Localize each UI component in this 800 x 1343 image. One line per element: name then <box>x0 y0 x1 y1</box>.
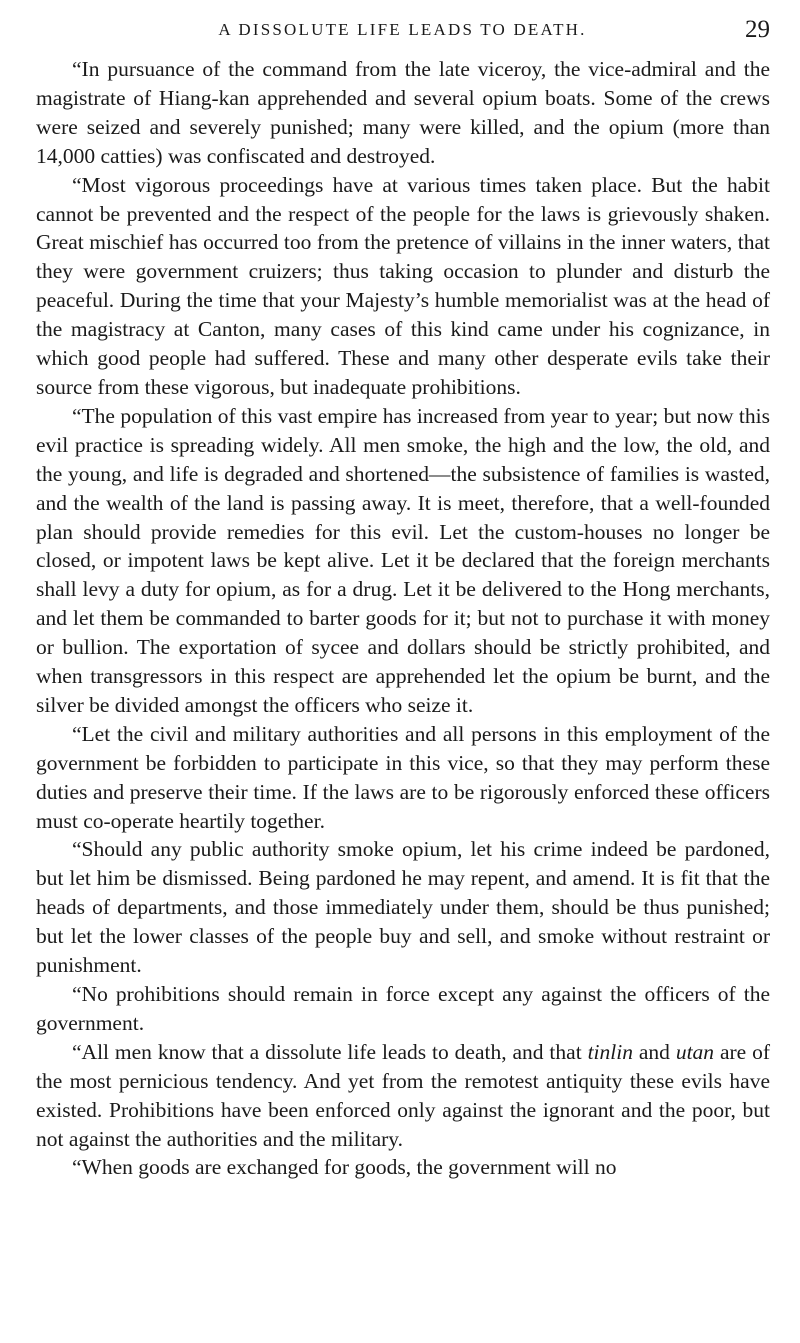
paragraph-3: “The population of this vast empire has increased from year to year; but now this evil practice is spreading widely. All men smoke, the high and the low, the old, and the young, and life is degraded and shortened—the subsistence of families is wasted, and the wealth of the land is passing away. It is meet, therefore, that a well-founded plan should provide remedies for this evil. Let the custom-houses no longer be closed, or impotent laws be kept alive. Let it be declared that the foreign merchants shall levy a duty for opium, as for a drug. Let it be delivered to the Hong merchants, and let them be commanded to barter goods for it; but not to purchase it with money or bullion. The exportation of sycee and dollars should be strictly prohibited, and when transgressors in this respect are apprehended let the opium be burnt, and the silver be divided amongst the officers who seize it. <box>36 403 770 717</box>
body-text <box>36 55 770 1182</box>
paragraph-5: “Should any public authority smoke opium, let his crime indeed be pardoned, but let him be dismissed. Being pardoned he may repent, and amend. It is fit that the heads of departments, and those immediately under them, should be thus punished; but let the lower classes of the people buy and sell, and smoke without restraint or punishment. <box>36 837 770 978</box>
running-head <box>35 16 770 46</box>
paragraph-2: “Most vigorous proceedings have at various times taken place. But the habit cannot be prevented and the respect of the people for the laws is grievously shaken. Great mischief has occurred too from the pretence of villains in the inner waters, that they were government cruizers; thus taking occasion to plunder and disturb the peaceful. During the time that your Majesty’s humble memorialist was at the head of the magistracy at Canton, many cases of this kind came under his cognizance, in which good people had suffered. These and many other desperate evils take their source from these vigorous, but inadequate prohibitions. <box>36 172 770 399</box>
paragraph-4: “Let the civil and military authorities and all persons in this employment of the government be forbidden to participate in this vice, so that they may perform these duties and preserve their time. If the laws are to be rigorously enforced these officers must co-operate heartily together. <box>36 721 770 833</box>
paragraph-7-text-middle: and <box>632 1039 676 1064</box>
paragraph-1: “In pursuance of the command from the late viceroy, the vice-admiral and the magistrate of Hiang-kan apprehended and several opium boats. Some of the crews were seized and severely punished; many were killed, and the opium (more than 14,000 catties) was confiscated and destroyed. <box>36 57 770 168</box>
paragraph-6: “No prohibitions should remain in force except any against the officers of the government. <box>36 982 770 1035</box>
running-title: A DISSOLUTE LIFE LEADS TO DEATH. <box>218 20 587 39</box>
page-number: 29 <box>745 16 770 43</box>
paragraph-7-text-start: “All men know that a dissolute life leads to death, and that <box>72 1039 588 1064</box>
paragraph-7 <box>36 1038 770 1154</box>
paragraph-8: “When goods are exchanged for goods, the government will no <box>72 1155 617 1180</box>
term-tinlin: tinlin <box>587 1039 633 1064</box>
paragraph-7-text-end: are of the most pernicious tendency. And yet from the remotest antiquity these evils have existed. Prohibitions have been enforced only against the ignorant and the poor, but not against the authorities and the military. <box>36 1039 770 1151</box>
term-utan: utan <box>675 1039 715 1064</box>
